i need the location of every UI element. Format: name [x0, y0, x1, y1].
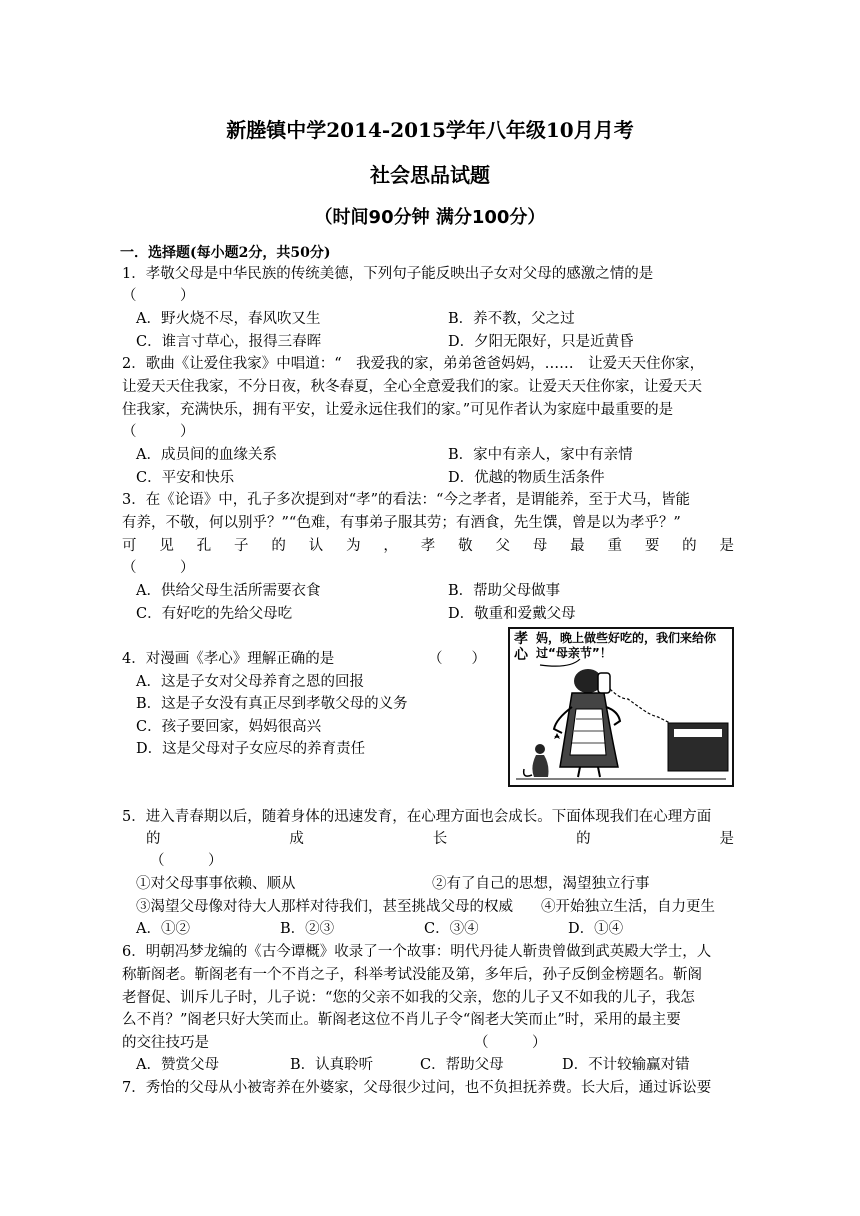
word: 敬	[458, 538, 473, 554]
q6-option-b: B．认真聆听	[290, 1057, 374, 1073]
q5-option-b: B．②③	[280, 921, 335, 937]
q5-option-d: D．①④	[568, 921, 624, 937]
q4-option-b: B．这是子女没有真正尽到孝敬父母的义务	[136, 696, 408, 712]
word: 可	[122, 538, 137, 554]
word: 孝	[420, 538, 436, 554]
q5-stem-1: 5．进入青春期以后，随着身体的迅速发育，在心理方面也会成长。下面体现我们在心理方面	[122, 809, 712, 825]
word: 成	[289, 831, 304, 847]
q1-option-a: A．野火烧不尽，春风吹又生	[136, 311, 321, 327]
q2-stem-2: 让爱天天住我家，不分日夜，秋冬春夏，全心全意爱我们的家。让爱天天住你家，让爱天天	[122, 379, 702, 395]
q6-stem-5: 的交往技巧是	[122, 1035, 209, 1051]
q2-option-c: C．平安和快乐	[136, 470, 235, 486]
q5-paren: （ ）	[150, 853, 223, 869]
q6-option-c: C．帮助父母	[420, 1057, 504, 1073]
word: 的	[682, 538, 697, 554]
q5-option-a: A．①②	[136, 921, 190, 937]
word: 子	[234, 538, 249, 554]
q6-stem-1: 6．明朝冯梦龙编的《古今谭概》收录了一个故事：明代丹徒人靳贵曾做到武英殿大学士，人	[122, 944, 712, 960]
q6-option-a: A．赞赏父母	[136, 1057, 219, 1073]
word: 要	[644, 538, 660, 554]
q1-paren: （ ）	[122, 288, 195, 304]
q6-stem-4: 么不肖？”阁老只好大笑而止。靳阁老这位不肖儿子令“阁老大笑而止”时，采用的最主要	[122, 1012, 681, 1028]
word: 母	[532, 538, 548, 554]
q5-item-4: ④开始独立生活，自力更生	[541, 899, 715, 915]
q3-option-b: B．帮助父母做事	[448, 583, 561, 599]
q6-stem-2: 称靳阁老。靳阁老有一个不肖之子，科举考试没能及第，多年后，孙子反倒金榜题名。靳阁	[122, 967, 702, 983]
q2-option-d: D．优越的物质生活条件	[448, 470, 605, 486]
q4-option-d: D．这是父母对子女应尽的养育责任	[136, 741, 366, 757]
cartoon-caption: 妈，晚上做些好吃的，我们来给你过“母亲节”！	[536, 631, 717, 660]
word: 的	[271, 538, 286, 554]
q1-option-b: B．养不教，父之过	[448, 311, 575, 327]
q2-option-a: A．成员间的血缘关系	[136, 447, 277, 463]
word: 是	[719, 538, 734, 554]
q1-stem: 1．孝敬父母是中华民族的传统美德，下列句子能反映出子女对父母的感激之情的是	[122, 266, 654, 282]
q5-stem-2	[146, 829, 734, 849]
word: 重	[607, 538, 622, 554]
q5-item-2: ②有了自己的思想，渴望独立行事	[432, 876, 650, 892]
q4-stem: 4．对漫画《孝心》理解正确的是	[122, 651, 335, 667]
word: 的	[146, 831, 161, 847]
word: 最	[570, 538, 585, 554]
q3-stem-2: 有养，不敬，何以别乎？”“色难，有事弟子服其劳；有酒食，先生馔，曾是以为孝乎？”	[122, 515, 681, 531]
q6-option-d: D．不计较输赢对错	[562, 1057, 690, 1073]
q6-paren: （ ）	[474, 1035, 547, 1051]
q3-option-a: A．供给父母生活所需要衣食	[136, 583, 321, 599]
word: 为	[346, 538, 361, 554]
q4-paren: （ ）	[428, 651, 486, 667]
q2-stem-1: 2．歌曲《让爱住我家》中唱道：“ 我爱我的家，弟弟爸爸妈妈，…… 让爱天天住你家，	[122, 356, 705, 372]
word: 认	[308, 538, 324, 554]
q3-paren: （ ）	[122, 560, 195, 576]
cartoon-image	[508, 627, 734, 787]
section-heading: 一．选择题(每小题2分，共50分)	[120, 245, 331, 261]
q6-stem-3: 老督促、训斥儿子时，儿子说：“您的父亲不如我的父亲，您的儿子又不如我的儿子，我怎	[122, 990, 695, 1006]
exam-title: 新塍镇中学2014-2015学年八年级10月月考	[226, 118, 634, 142]
word: 长	[432, 831, 448, 847]
q2-stem-3: 住我家，充满快乐，拥有平安，让爱永远住我们的家。”可见作者认为家庭中最重要的是	[122, 402, 674, 418]
q2-option-b: B．家中有亲人，家中有亲情	[448, 447, 633, 463]
q3-stem-3	[122, 536, 734, 556]
word: 见	[159, 538, 174, 554]
q1-option-d: D．夕阳无限好，只是近黄昏	[448, 334, 634, 350]
word: 父	[495, 538, 510, 554]
word: 的	[576, 831, 591, 847]
cartoon-title: 孝心	[514, 631, 528, 663]
q1-option-c: C．谁言寸草心，报得三春晖	[136, 334, 322, 350]
word: 孔	[196, 538, 212, 554]
q5-item-3: ③渴望父母像对待大人那样对待我们，甚至挑战父母的权威	[136, 899, 513, 915]
q7-stem-1: 7．秀怡的父母从小被寄养在外婆家，父母很少过问，也不负担抚养费。长大后，通过诉讼要	[122, 1080, 712, 1096]
word: ，	[383, 538, 398, 554]
q3-option-c: C．有好吃的先给父母吃	[136, 606, 293, 622]
q3-option-d: D．敬重和爱戴父母	[448, 606, 576, 622]
q4-option-a: A．这是子女对父母养育之恩的回报	[136, 674, 364, 690]
q5-option-c: C．③④	[424, 921, 479, 937]
q5-item-1: ①对父母事事依赖、顺从	[136, 876, 296, 892]
word: 是	[719, 831, 734, 847]
q2-paren: （ ）	[122, 424, 195, 440]
q4-option-c: C．孩子要回家，妈妈很高兴	[136, 719, 322, 735]
exam-meta: （时间90分钟 满分100分）	[314, 207, 546, 228]
q3-stem-1: 3．在《论语》中，孔子多次提到对“孝”的看法：“今之孝者，是谓能养，至于犬马，皆能	[122, 492, 690, 508]
exam-subject: 社会思品试题	[370, 163, 490, 187]
